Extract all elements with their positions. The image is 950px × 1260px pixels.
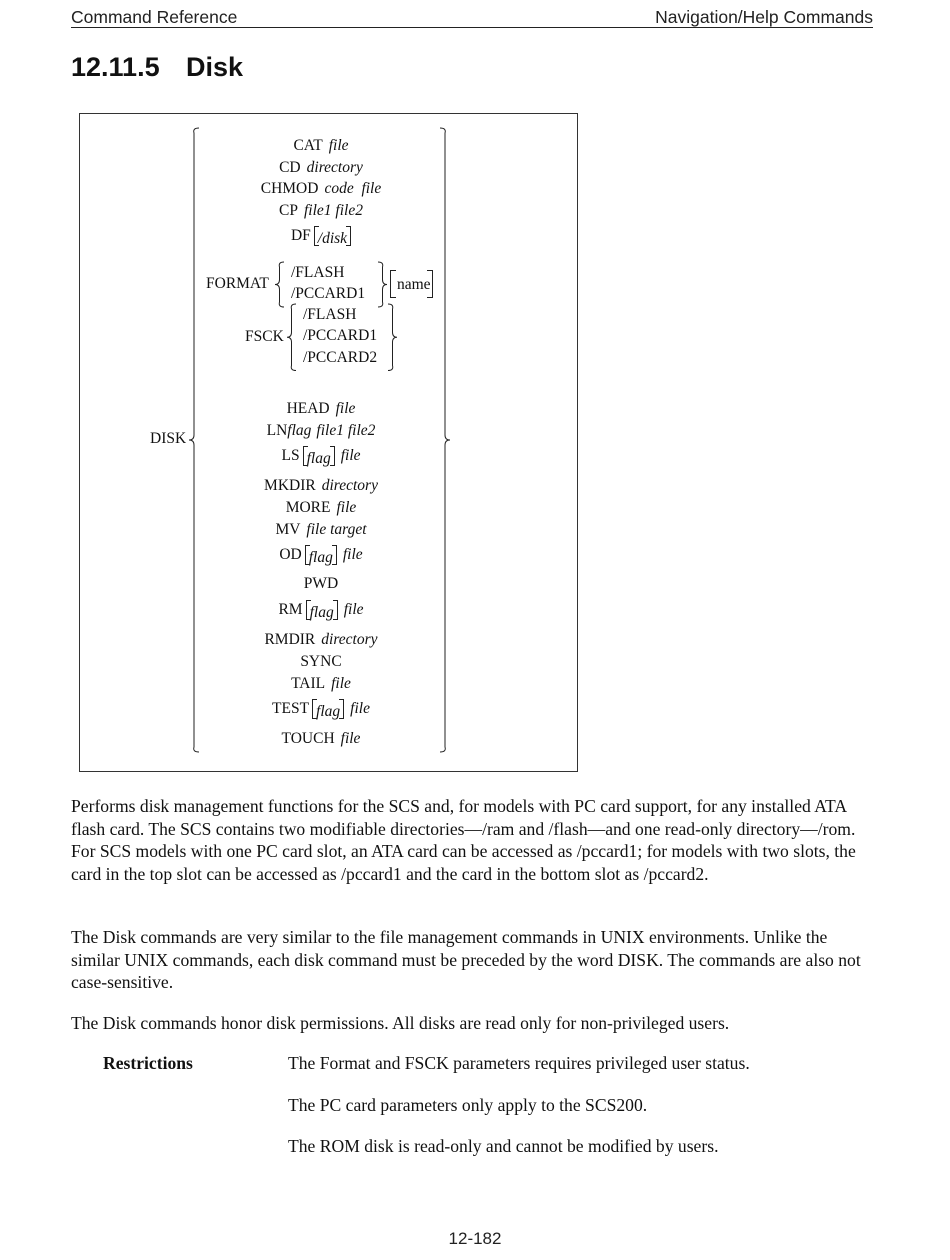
bracket-tick	[315, 226, 319, 227]
syntax-command: CAT	[293, 137, 323, 154]
bracket-tick	[332, 564, 336, 565]
syntax-arg: file	[342, 546, 363, 564]
syntax-arg: file	[336, 499, 357, 516]
paragraph-overview: Performs disk management functions for the SCS and, for models with PC card support, for any installed ATA flash card. The SCS contains two modifiable directories—/ram and /flash—and one read-only directory—/rom. For SCS models with one PC card slot, an ATA card can be accessed as /pccard1; for models with two slots, the card in the top slot can be accessed as /pccard1 and the card in the bottom slot as /pccard2.	[71, 796, 856, 884]
header-left: Command Reference	[71, 7, 238, 27]
syntax-row	[291, 676, 351, 692]
syntax-command: DF	[290, 227, 311, 245]
restriction-item: The PC card parameters only apply to the SCS200.	[288, 1095, 648, 1115]
syntax-optional-arg: /disk	[317, 230, 348, 247]
syntax-row	[304, 576, 338, 592]
bracket-tick	[304, 465, 308, 466]
bracket-tick	[306, 545, 310, 546]
syntax-arg: file	[335, 400, 356, 417]
syntax-row	[279, 545, 362, 565]
syntax-command: LS	[281, 447, 300, 465]
bracket-tick	[307, 600, 311, 601]
syntax-choice: /PCCARD1	[303, 327, 378, 345]
syntax-command: CHMOD	[260, 180, 319, 197]
outer-right-brace	[440, 127, 450, 753]
syntax-arg: file	[331, 675, 351, 692]
syntax-row	[291, 226, 351, 246]
syntax-row	[278, 600, 363, 620]
page-number: 12-182	[448, 1229, 502, 1248]
optional-group	[303, 446, 335, 466]
syntax-choice: /PCCARD1	[291, 285, 366, 302]
bracket-tick	[339, 699, 343, 700]
bracket-tick	[313, 699, 317, 700]
syntax-row	[261, 181, 382, 197]
choice-left-brace	[287, 303, 296, 372]
syntax-command: TAIL	[291, 675, 326, 692]
header-right: Navigation/Help Commands	[655, 7, 873, 27]
syntax-command: MORE	[285, 499, 331, 516]
bracket-tick	[307, 619, 311, 620]
syntax-arg: file1 file2	[316, 422, 376, 439]
syntax-command: FSCK	[245, 328, 284, 345]
paragraph-unix: The Disk commands are very similar to the file management commands in UNIX environments. Unlike the similar UNIX commands, each disk command must be preceded by the word DISK. The commands are also not case-sensitive.	[71, 927, 861, 993]
syntax-command: RM	[278, 601, 303, 619]
syntax-row	[267, 423, 376, 439]
syntax-arg: file	[328, 137, 349, 154]
bracket-tick	[306, 564, 310, 565]
syntax-command: MKDIR	[264, 477, 316, 494]
bracket-tick	[330, 446, 334, 447]
bracket-tick	[333, 619, 337, 620]
optional-group	[305, 545, 337, 565]
bracket-tick	[304, 446, 308, 447]
bracket-tick	[339, 718, 343, 719]
bracket-tick	[346, 245, 350, 246]
syntax-arg: file	[350, 700, 370, 718]
syntax-arg: file1 file2	[303, 202, 363, 219]
choice-right-brace	[378, 261, 387, 308]
syntax-row	[264, 632, 377, 648]
syntax-arg: file	[340, 730, 361, 747]
syntax-command: PWD	[303, 575, 339, 592]
syntax-command: CD	[279, 159, 301, 176]
restriction-item: The ROM disk is read-only and cannot be modified by users.	[288, 1136, 719, 1156]
syntax-command: TEST	[272, 700, 310, 718]
syntax-command: TOUCH	[281, 730, 335, 747]
restriction-item: The Format and FSCK parameters requires privileged user status.	[288, 1053, 750, 1073]
optional-left-bracket	[390, 270, 396, 298]
syntax-arg: directory	[321, 477, 378, 494]
paragraph-permissions: The Disk commands honor disk permissions. All disks are read only for non-privileged users.	[71, 1013, 730, 1033]
syntax-arg: file target	[306, 521, 367, 538]
syntax-command: SYNC	[300, 653, 342, 670]
bracket-tick	[346, 226, 350, 227]
syntax-choice: /FLASH	[291, 263, 345, 281]
syntax-command: LN	[266, 422, 288, 439]
choice-left-brace	[275, 261, 284, 308]
bracket-tick	[333, 600, 337, 601]
syntax-choice: /FLASH	[303, 305, 357, 323]
optional-group	[306, 600, 338, 620]
syntax-row	[282, 731, 361, 747]
syntax-command: MV	[275, 521, 301, 538]
syntax-diagram	[79, 113, 578, 772]
syntax-command: RMDIR	[264, 631, 316, 648]
syntax-arg: flag	[287, 422, 312, 439]
bracket-tick	[332, 545, 336, 546]
choice-right-brace	[388, 303, 397, 372]
syntax-optional-arg: flag	[308, 549, 333, 566]
syntax-optional-arg: flag	[306, 450, 331, 467]
syntax-optional-arg: flag	[309, 604, 334, 621]
bracket-tick	[313, 718, 317, 719]
syntax-optional-arg: name	[397, 276, 431, 293]
syntax-row	[281, 446, 360, 466]
syntax-arg: code file	[324, 180, 382, 197]
optional-right-bracket	[427, 270, 433, 298]
restrictions-label: Restrictions	[103, 1053, 193, 1073]
syntax-row	[293, 138, 348, 154]
syntax-keyword-disk: DISK	[150, 430, 187, 447]
syntax-row	[279, 160, 363, 176]
syntax-arg: file	[343, 601, 364, 619]
syntax-command: FORMAT	[206, 275, 269, 292]
optional-group	[314, 226, 351, 246]
bracket-tick	[330, 465, 334, 466]
optional-group	[312, 699, 344, 719]
syntax-row	[272, 699, 370, 719]
syntax-row	[300, 654, 341, 670]
syntax-command: OD	[279, 546, 302, 564]
section-heading	[71, 52, 243, 83]
syntax-optional-arg: flag	[316, 703, 341, 720]
section-number: 12.11.5	[71, 52, 160, 82]
bracket-tick	[315, 245, 319, 246]
running-header	[71, 6, 873, 28]
syntax-choice: /PCCARD2	[303, 348, 378, 366]
section-title: Disk	[186, 52, 244, 82]
syntax-command: HEAD	[286, 400, 330, 417]
syntax-row	[279, 203, 363, 219]
syntax-row	[275, 522, 366, 538]
syntax-command: CP	[279, 202, 298, 219]
syntax-row	[287, 401, 356, 417]
syntax-row	[286, 500, 357, 516]
syntax-arg: directory	[321, 631, 378, 648]
outer-left-brace	[189, 127, 199, 753]
syntax-arg: directory	[306, 159, 363, 176]
syntax-arg: file	[340, 447, 361, 465]
syntax-row	[264, 478, 378, 494]
